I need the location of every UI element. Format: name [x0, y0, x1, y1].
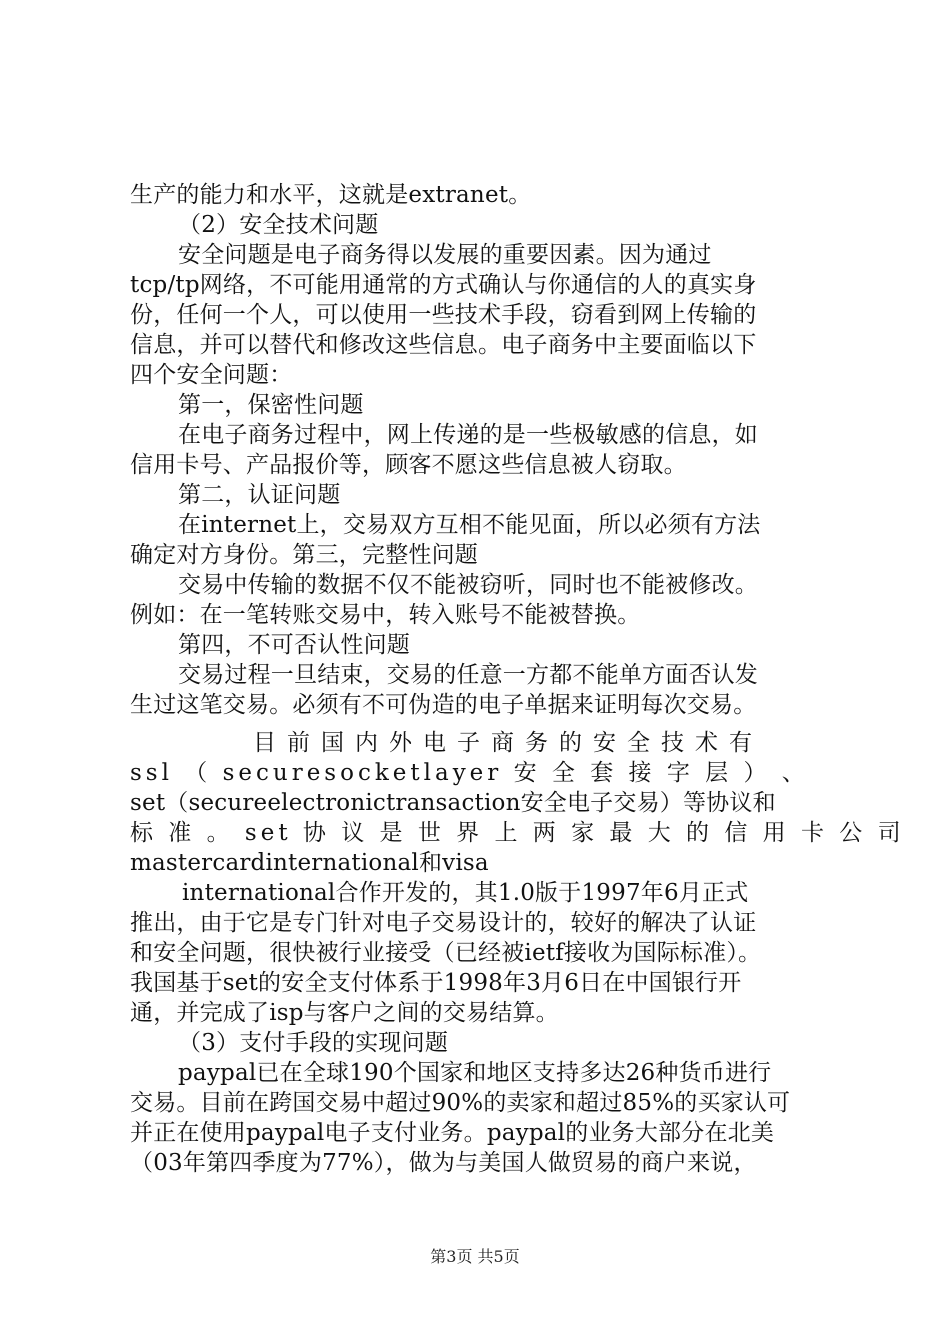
paragraph-line: 例如：在一笔转账交易中，转入账号不能被替换。 [130, 602, 641, 628]
page-number-footer: 第3页 共5页 [430, 1247, 520, 1266]
paragraph-line: 交易中传输的数据不仅不能被窃听，同时也不能被修改。 [178, 572, 758, 598]
paragraph-line: 交易。目前在跨国交易中超过90%的卖家和超过85%的买家认可 [130, 1090, 791, 1116]
paragraph-line: 通，并完成了isp与客户之间的交易结算。 [130, 1000, 559, 1026]
paragraph-line: paypal已在全球190个国家和地区支持多达26种货币进行 [178, 1060, 772, 1086]
paragraph-line: 确定对方身份。第三，完整性问题 [130, 542, 478, 568]
paragraph-line: 交易过程一旦结束，交易的任意一方都不能单方面否认发 [178, 662, 758, 688]
section-heading-payment: （3）支付手段的实现问题 [178, 1030, 449, 1056]
paragraph-line: 在电子商务过程中，网上传递的是一些极敏感的信息，如 [178, 422, 758, 448]
paragraph-line: international合作开发的，其1.0版于1997年6月正式 [182, 880, 749, 906]
paragraph-line: 标 准 。 set 协 议 是 世 界 上 两 家 最 大 的 信 用 卡 公 司 [130, 820, 905, 846]
paragraph-line: 四个安全问题： [130, 362, 293, 388]
paragraph-line: 在internet上，交易双方互相不能见面，所以必须有方法 [178, 512, 761, 538]
paragraph-line: mastercardinternational和visa [130, 850, 489, 876]
subheading-fourth: 第四，不可否认性问题 [178, 632, 410, 658]
paragraph-line: set（secureelectronictransaction安全电子交易）等协议和 [130, 790, 776, 816]
subheading-first: 第一，保密性问题 [178, 392, 364, 418]
paragraph-line: 生产的能力和水平，这就是extranet。 [130, 182, 532, 208]
paragraph-line: 生过这笔交易。必须有不可伪造的电子单据来证明每次交易。 [130, 692, 757, 718]
paragraph-line: 推出，由于它是专门针对电子交易设计的，较好的解决了认证 [130, 910, 757, 936]
paragraph-line: 信用卡号、产品报价等，顾客不愿这些信息被人窃取。 [130, 452, 687, 478]
paragraph-line: （03年第四季度为77%），做为与美国人做贸易的商户来说， [130, 1150, 757, 1176]
paragraph-line: 目前国内外电子商务的安全技术有 [253, 730, 763, 756]
subheading-second: 第二，认证问题 [178, 482, 341, 508]
paragraph-line: 并正在使用paypal电子支付业务。paypal的业务大部分在北美 [130, 1120, 775, 1146]
paragraph-line: tcp/tp网络，不可能用通常的方式确认与你通信的人的真实身 [130, 272, 757, 298]
paragraph-line: 份，任何一个人，可以使用一些技术手段，窃看到网上传输的 [130, 302, 757, 328]
paragraph-line: 安全问题是电子商务得以发展的重要因素。因为通过 [178, 242, 712, 268]
section-heading-security: （2）安全技术问题 [178, 212, 379, 238]
paragraph-line: ssl （ securesocketlayer 安 全 套 接 字 层 ） 、 [130, 760, 809, 786]
paragraph-line: 我国基于set的安全支付体系于1998年3月6日在中国银行开 [130, 970, 742, 996]
paragraph-line: 和安全问题，很快被行业接受（已经被ietf接收为国际标准）。 [130, 940, 762, 966]
paragraph-line: 信息，并可以替代和修改这些信息。电子商务中主要面临以下 [130, 332, 757, 358]
